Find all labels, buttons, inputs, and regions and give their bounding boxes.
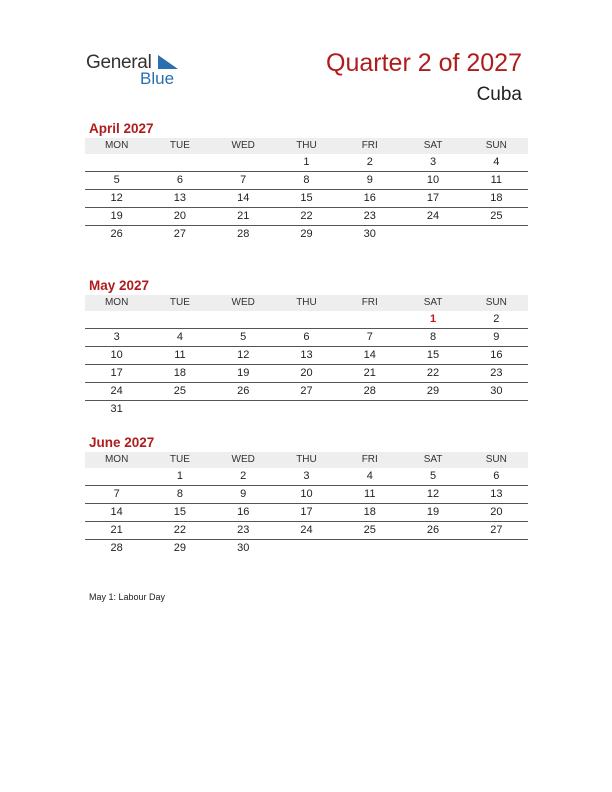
day-cell [275,311,338,328]
day-cell: 30 [237,542,250,554]
day-cell: 1 [176,470,183,482]
day-cell: 12 [426,488,440,500]
day-cell: 15 [173,506,187,518]
week-row [85,540,528,557]
weekday-header: THU [296,140,317,151]
day-cell [338,311,401,328]
day-cell: 27 [173,228,187,240]
day-cell: 7 [240,174,247,186]
day-cell: 26 [426,524,440,536]
generalblue-logo [86,50,186,90]
weekday-header: SUN [485,140,507,151]
day-cell: 17 [300,506,313,518]
day-cell: 29 [300,228,313,240]
day-cell [212,154,275,171]
day-cell: 18 [173,367,187,379]
day-cell: 2 [493,313,500,325]
day-cell: 25 [363,524,376,536]
month-title: May 2027 [89,278,150,293]
day-cell: 24 [300,524,313,536]
week-row [85,226,528,243]
day-cell: 3 [303,470,310,482]
day-cell [85,468,148,485]
day-cell: 11 [364,488,376,500]
day-cell: 4 [366,470,373,482]
weekday-header: SAT [423,297,443,308]
day-cell [85,311,148,328]
day-cell: 2 [366,156,373,168]
weekday-header: FRI [361,140,378,151]
day-cell: 6 [303,331,310,343]
page-title: Quarter 2 of 2027 [326,49,522,77]
week-row [85,486,528,504]
country-name: Cuba [476,84,522,105]
weekday-header: TUE [169,140,190,151]
weekday-header: FRI [361,297,378,308]
day-cell: 20 [173,210,187,222]
weekday-header-row [85,295,528,311]
day-cell: 13 [173,192,187,204]
day-cell: 13 [300,349,313,361]
week-row [85,365,528,383]
weekday-header: MON [104,140,129,151]
week-row [85,504,528,522]
week-row [85,311,528,329]
day-cell [338,401,401,418]
day-cell: 3 [113,331,120,343]
weekday-header: WED [231,454,255,465]
day-cell: 29 [426,385,440,397]
month-calendar [85,120,528,243]
day-cell: 8 [176,488,183,500]
week-row [85,329,528,347]
day-cell: 23 [490,367,503,379]
day-cell: 25 [173,385,187,397]
logo-text-general: General [86,52,152,73]
day-cell: 6 [176,174,183,186]
logo-text-blue: Blue [140,69,175,88]
day-cell: 12 [237,349,250,361]
day-cell: 21 [363,367,376,379]
month-title: June 2027 [89,435,155,450]
day-cell [212,401,275,418]
day-cell: 14 [363,349,376,361]
weekday-header: MON [104,454,129,465]
day-cell: 26 [110,228,123,240]
day-cell: 10 [426,174,440,186]
day-cell: 30 [363,228,376,240]
weekday-header: THU [296,454,317,465]
holiday-note: May 1: Labour Day [89,592,166,602]
day-cell: 27 [300,385,313,397]
day-cell [212,311,275,328]
day-cell: 4 [493,156,500,168]
day-cell: 22 [173,524,187,536]
day-cell: 17 [426,192,440,204]
day-cell: 11 [174,349,186,361]
weekday-header: SUN [485,454,507,465]
day-cell [148,401,211,418]
day-cell: 13 [490,488,503,500]
week-row [85,347,528,365]
day-cell: 7 [366,331,373,343]
day-cell: 4 [176,331,183,343]
day-cell: 19 [426,506,440,518]
day-cell: 22 [426,367,440,379]
week-row [85,208,528,226]
day-cell: 17 [110,367,123,379]
day-cell: 22 [300,210,313,222]
day-cell: 14 [110,506,123,518]
day-cell: 18 [363,506,376,518]
day-cell: 7 [113,488,120,500]
weekday-header: TUE [169,297,190,308]
day-cell [148,154,211,171]
day-cell [275,540,338,557]
day-cell: 25 [490,210,503,222]
day-cell: 5 [113,174,120,186]
day-cell: 28 [237,228,250,240]
month-title: April 2027 [89,121,154,136]
weekday-header: SAT [423,140,443,151]
day-cell: 8 [429,331,437,343]
weekday-header: THU [296,297,317,308]
week-row [85,190,528,208]
week-row [85,522,528,540]
day-cell: 14 [237,192,250,204]
day-cell: 12 [110,192,123,204]
weekday-header: SAT [423,454,443,465]
week-row [85,172,528,190]
day-cell: 11 [490,174,503,186]
day-cell: 19 [110,210,123,222]
day-cell [465,401,528,418]
day-cell: 19 [237,367,250,379]
day-cell: 9 [366,174,373,186]
day-cell: 1 [429,313,437,325]
day-cell: 9 [493,331,500,343]
day-cell: 28 [363,385,376,397]
month-calendar [85,434,528,557]
day-cell: 8 [303,174,310,186]
day-cell [465,226,528,243]
day-cell: 24 [110,385,123,397]
week-row [85,383,528,401]
day-cell: 5 [429,470,437,482]
day-cell: 18 [490,192,503,204]
day-cell: 29 [173,542,187,554]
day-cell: 31 [110,403,123,415]
logo-triangle-icon [156,54,180,70]
day-cell: 23 [363,210,376,222]
day-cell: 30 [490,385,503,397]
day-cell: 21 [110,524,123,536]
day-cell: 20 [490,506,503,518]
day-cell: 15 [300,192,313,204]
day-cell: 21 [237,210,250,222]
day-cell: 1 [303,156,310,168]
day-cell [465,540,528,557]
day-cell: 2 [240,470,247,482]
day-cell: 20 [300,367,313,379]
day-cell: 26 [237,385,250,397]
holiday-notes [89,592,165,602]
day-cell [401,540,464,557]
day-cell: 16 [363,192,376,204]
day-cell: 5 [240,331,247,343]
weekday-header: WED [231,140,255,151]
day-cell: 15 [426,349,440,361]
day-cell: 10 [300,488,313,500]
day-cell [338,540,401,557]
day-cell: 9 [240,488,247,500]
day-cell: 6 [493,470,500,482]
day-cell [275,401,338,418]
day-cell [85,154,148,171]
day-cell: 28 [110,542,123,554]
day-cell: 16 [237,506,250,518]
day-cell: 24 [426,210,440,222]
day-cell: 23 [237,524,250,536]
day-cell [401,401,464,418]
weekday-header-row [85,138,528,154]
weekday-header: WED [231,297,255,308]
weekday-header: SUN [485,297,507,308]
month-calendar [85,277,528,418]
day-cell: 3 [429,156,437,168]
week-row [85,154,528,172]
day-cell: 27 [490,524,503,536]
day-cell [401,226,464,243]
week-row [85,401,528,418]
day-cell: 16 [490,349,503,361]
weekday-header: FRI [361,454,378,465]
week-row [85,468,528,486]
weekday-header: TUE [169,454,190,465]
weekday-header: MON [104,297,129,308]
day-cell: 10 [110,349,123,361]
weekday-header-row [85,452,528,468]
day-cell [148,311,211,328]
